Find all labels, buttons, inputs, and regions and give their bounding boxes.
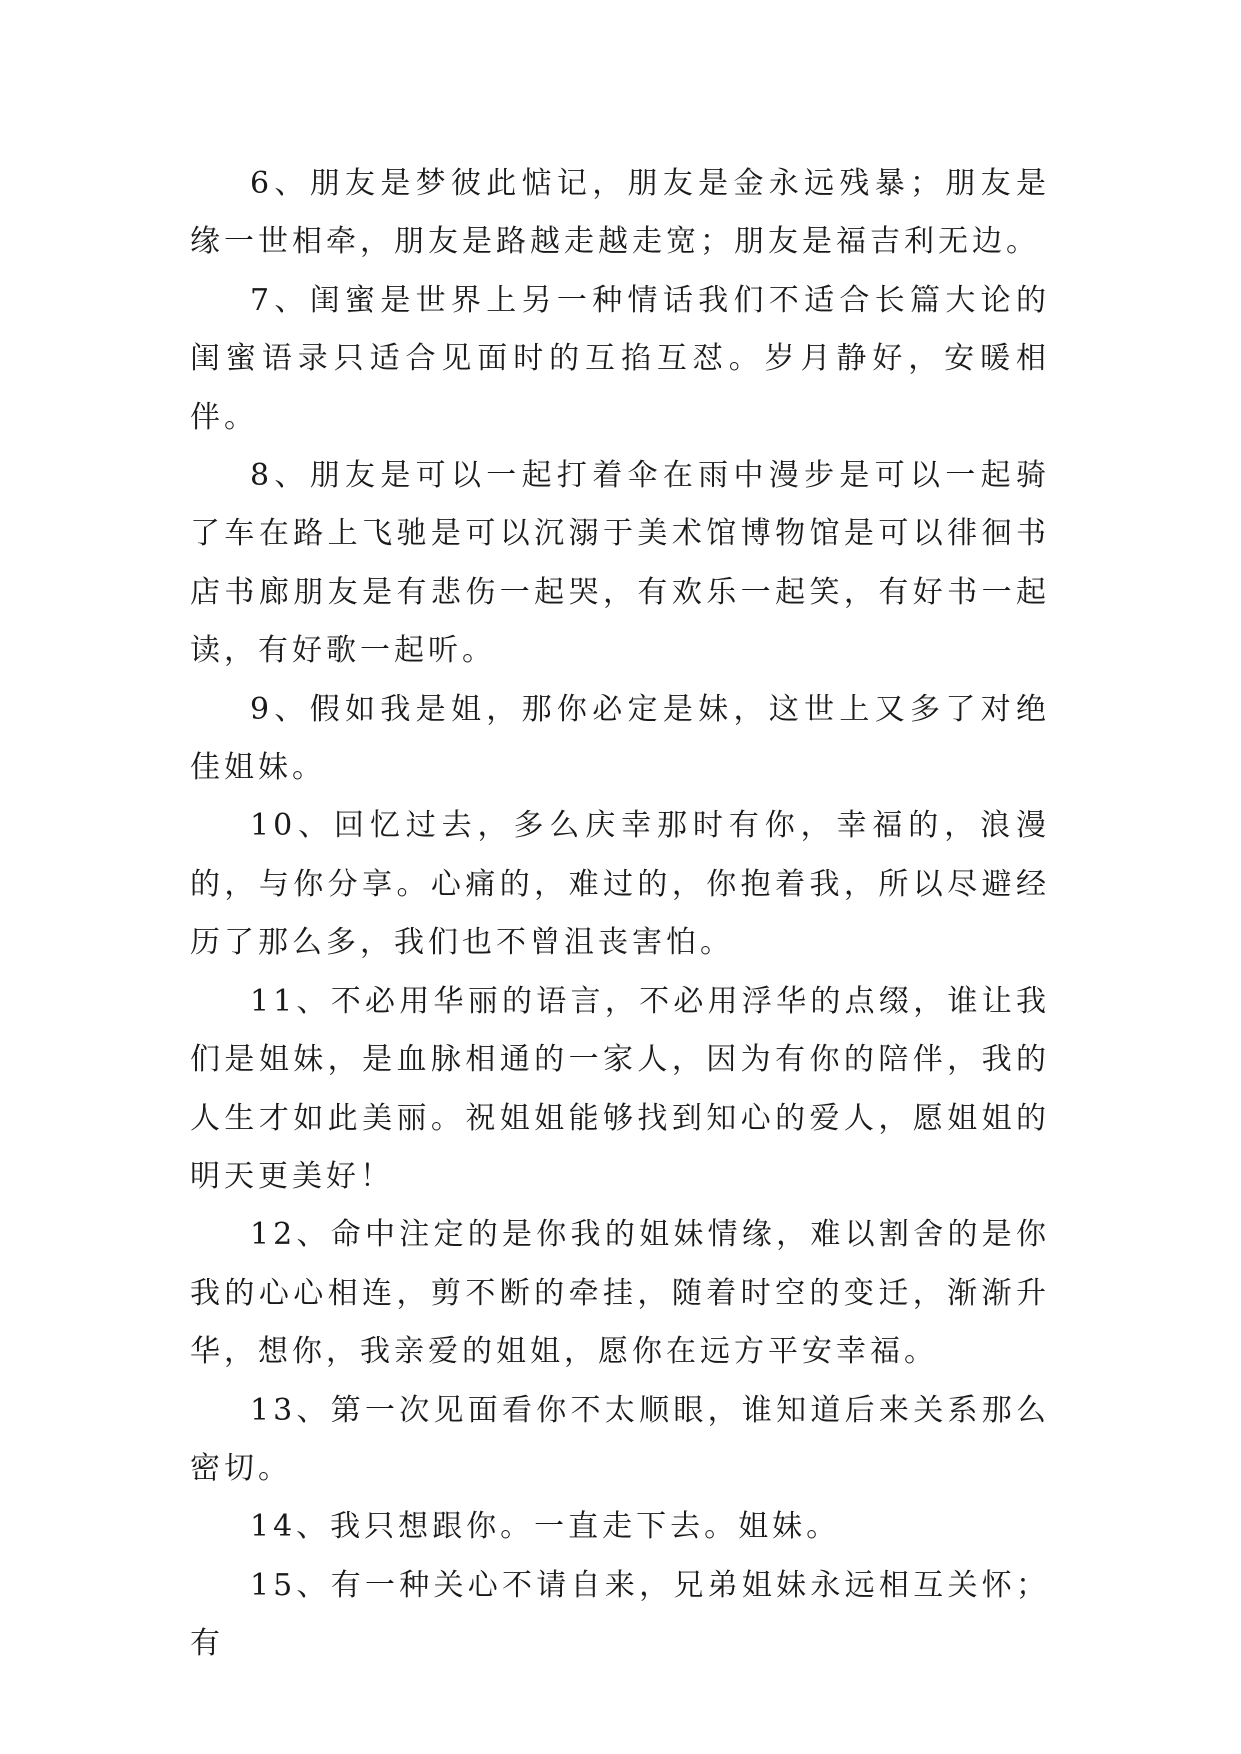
paragraph-7: 7、闺蜜是世界上另一种情话我们不适合长篇大论的闺蜜语录只适合见面时的互掐互怼。岁月静好，安暖相伴。 — [190, 282, 1050, 435]
paragraph-9: 9、假如我是姐，那你必定是妹，这世上又多了对绝佳姐妹。 — [190, 691, 1050, 786]
paragraph-8: 8、朋友是可以一起打着伞在雨中漫步是可以一起骑了车在路上飞驰是可以沉溺于美术馆博物馆是可以徘徊书店书廊朋友是有悲伤一起哭，有欢乐一起笑，有好书一起读，有好歌一起听。 — [190, 458, 1050, 669]
paragraph-11: 11、不必用华丽的语言，不必用浮华的点缀，谁让我们是姐妹，是血脉相通的一家人，因为有你的陪伴，我的人生才如此美丽。祝姐姐能够找到知心的爱人，愿姐姐的明天更美好！ — [190, 983, 1050, 1194]
paragraph-6: 6、朋友是梦彼此惦记，朋友是金永远残暴；朋友是缘一世相牵，朋友是路越走越走宽；朋友是福吉利无边。 — [190, 166, 1050, 260]
paragraph-15: 15、有一种关心不请自来，兄弟姐妹永远相互关怀；有 — [190, 1567, 1050, 1662]
paragraph-13: 13、第一次见面看你不太顺眼，谁知道后来关系那么密切。 — [190, 1392, 1050, 1486]
paragraph-10: 10、回忆过去，多么庆幸那时有你，幸福的，浪漫的，与你分享。心痛的，难过的，你抱着我，所以尽避经历了那么多，我们也不曾沮丧害怕。 — [190, 808, 1050, 961]
document-body — [190, 155, 1050, 1674]
paragraph-14: 14、我只想跟你。一直走下去。姐妹。 — [250, 1509, 841, 1545]
paragraph-12: 12、命中注定的是你我的姐妹情缘，难以割舍的是你我的心心相连，剪不断的牵挂，随着时空的变迁，渐渐升华，想你，我亲爱的姐姐，愿你在远方平安幸福。 — [190, 1217, 1050, 1370]
